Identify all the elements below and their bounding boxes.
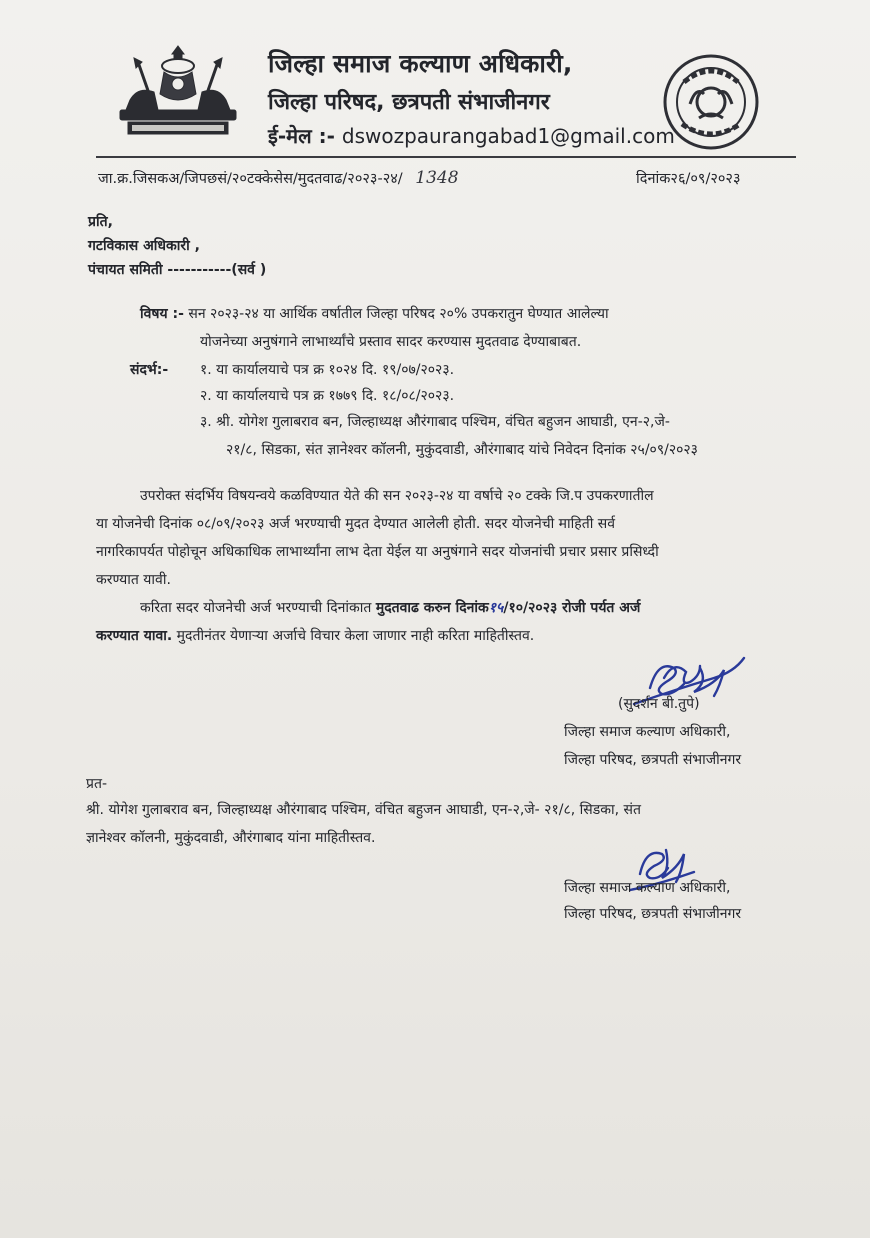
reference-item-3: ३. श्री. योगेश गुलाबराव बन, जिल्हाध्यक्ष औरंगाबाद पश्चिम, वंचित बहुजन आघाडी, एन-२,जे-: [200, 414, 670, 430]
subject-line-2: योजनेच्या अनुषंगाने लाभार्थ्यांचे प्रस्ताव सादर करण्यास मुदतवाढ देण्याबाबत.: [200, 334, 582, 350]
body-para1-line4: करण्यात यावी.: [96, 572, 171, 588]
body-para1-line3: नागरिकापर्यत पोहोचून अधिकाधिक लाभार्थ्यांना लाभ देता येईल या अनुषंगाने सदर योजनांची प्रचार प्रसार प्रसिध्दी: [96, 544, 659, 560]
body-para2-line1: [140, 598, 640, 617]
body-para1-line2: या योजनेची दिनांक ०८/०९/२०२३ अर्ज भरण्याची मुदत देण्यात आलेली होती. सदर योजनेची माहिती सर्व: [96, 516, 616, 532]
reference-item-2: २. या कार्यालयाचे पत्र क्र १७७९ दि. १८/०८/२०२३.: [200, 388, 455, 404]
copy-label: प्रत-: [86, 776, 107, 792]
signatory-office-1: जिल्हा परिषद, छत्रपती संभाजीनगर: [564, 752, 742, 768]
handwritten-number: 1348: [415, 168, 459, 188]
para2-bold: मुदतवाढ करुन दिनांक: [375, 600, 489, 616]
signatory-office-2: जिल्हा परिषद, छत्रपती संभाजीनगर: [564, 906, 742, 922]
reference-item-3-cont: २१/८, सिडका, संत ज्ञानेश्वर कॉलनी, मुकुंदवाडी, औरंगाबाद यांचे निवेदन दिनांक २५/०९/२०२३: [226, 442, 698, 458]
signatory-title-1: जिल्हा समाज कल्याण अधिकारी,: [564, 724, 731, 740]
date-label: दिनांक: [636, 171, 671, 187]
body-para1-line1: उपरोक्त संदर्भिय विषयन्वये कळविण्यात येते की सन २०२३-२४ या वर्षाचे २० टक्के जि.प उपकरणातील: [140, 488, 654, 504]
organization-subtitle: जिल्हा परिषद, छत्रपती संभाजीनगर: [268, 90, 550, 115]
para2-handwritten-day: १५: [488, 600, 504, 616]
organization-title: जिल्हा समाज कल्याण अधिकारी,: [268, 49, 573, 78]
para2-text-b: /१०/२०२३ रोजी पर्यत अर्ज: [503, 600, 641, 616]
references-label: संदर्भ:-: [130, 362, 169, 378]
copy-line-2: ज्ञानेश्वर कॉलनी, मुकुंदवाडी, औरंगाबाद यांना माहितीस्तव.: [86, 830, 376, 846]
subject-label: विषय :-: [140, 306, 184, 322]
para2-line2-text: मुदतीनंतर येणाऱ्या अर्जाचे विचार केला जाणार नाही करिता माहितीस्तव.: [172, 628, 535, 644]
letter-date: [636, 168, 741, 188]
email-line: [268, 122, 675, 149]
para2-line2-bold: करण्यात यावा.: [96, 628, 173, 644]
copy-line-1: श्री. योगेश गुलाबराव बन, जिल्हाध्यक्ष औरंगाबाद पश्चिम, वंचित बहुजन आघाडी, एन-२,जे- २१/८, सिडका, संत: [86, 802, 641, 818]
recipient-line-2: गटविकास अधिकारी ,: [88, 238, 200, 254]
recipient-line-1: प्रति,: [88, 214, 113, 230]
reference-number: [98, 168, 459, 188]
subject-line-1: [140, 304, 609, 323]
signatory-title-2: जिल्हा समाज कल्याण अधिकारी,: [564, 880, 731, 896]
date-value: २६/०९/२०२३: [670, 171, 741, 187]
email-label: ई-मेल :-: [268, 124, 335, 148]
signatory-name: (सुदर्शन बी.तुपे): [618, 696, 700, 712]
zilla-parishad-emblem-icon: [108, 42, 248, 142]
email-address: dswozpaurangabad1@gmail.com: [341, 124, 675, 148]
office-seal-icon: [654, 52, 768, 152]
para2-text-a: करिता सदर योजनेची अर्ज भरण्याची दिनांकात: [140, 600, 372, 616]
reference-text: जा.क्र.जिसकअ/जिपछसं/२०टक्केसेस/मुदतवाढ/२०२३-२४/: [98, 171, 403, 187]
reference-item-1: १. या कार्यालयाचे पत्र क्र १०२४ दि. १९/०७/२०२३.: [200, 362, 455, 378]
header-divider: [96, 156, 796, 158]
subject-text-1: सन २०२३-२४ या आर्थिक वर्षातील जिल्हा परिषद २०% उपकरातुन घेण्यात आलेल्या: [188, 306, 609, 322]
recipient-line-3: पंचायत समिती -----------(सर्व ): [88, 262, 267, 278]
body-para2-line2: [96, 626, 534, 645]
